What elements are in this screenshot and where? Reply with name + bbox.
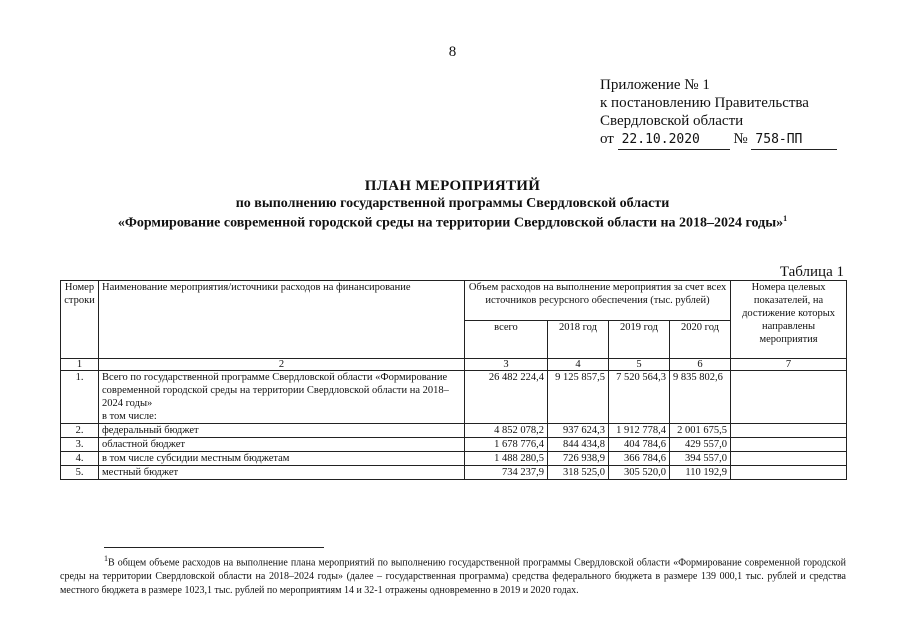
row-2018: 726 938,9 xyxy=(548,452,609,466)
title-footnote-mark: 1 xyxy=(783,214,788,223)
appendix-line-1: Приложение № 1 xyxy=(600,77,710,93)
plan-program-name xyxy=(0,214,905,232)
table-row xyxy=(61,371,847,424)
column-number: 4 xyxy=(548,359,609,371)
appendix-line-date xyxy=(600,130,890,150)
column-number: 1 xyxy=(61,359,99,371)
row-total: 1 488 280,5 xyxy=(465,452,548,466)
row-name-suffix: в том числе: xyxy=(102,411,157,422)
row-targets xyxy=(731,371,847,424)
row-2018: 844 434,8 xyxy=(548,438,609,452)
decree-date: 22.10.2020 xyxy=(618,131,730,150)
row-number: 2. xyxy=(61,424,99,438)
row-name: областной бюджет xyxy=(99,438,465,452)
footnote-text: В общем объеме расходов на выполнение плана мероприятий по выполнению государственной программы Свердловской области «Формирование современной городской среды на территории Свердловской области на 2018–2024 годы» (далее – государственная программа) средства федерального бюджета в размере 139 000,1 тыс. рублей и средства местного бюджета в размере 1023,1 тыс. рублей по мероприятиям 14 и 32-1 отражены одновременно в 2019 и 2020 годах. xyxy=(60,557,846,597)
row-2019: 1 912 778,4 xyxy=(609,424,670,438)
footnote-divider xyxy=(104,547,324,548)
row-number: 1. xyxy=(61,371,99,424)
row-2019: 7 520 564,3 xyxy=(609,371,670,424)
row-number: 3. xyxy=(61,438,99,452)
row-targets xyxy=(731,452,847,466)
number-prefix: № xyxy=(733,131,748,147)
row-name-text: Всего по государственной программе Свердловской области «Формирование современной городской среды на территории Свердловской области на 2018–2024 годы» xyxy=(102,372,449,409)
header-row-number: Номер строки xyxy=(61,281,99,359)
row-2019: 404 784,6 xyxy=(609,438,670,452)
row-2020: 9 835 802,6 xyxy=(670,371,731,424)
header-volume: Объем расходов на выполнение мероприятия за счет всех источников ресурсного обеспечения (тыс. рублей) xyxy=(465,281,731,321)
appendix-block xyxy=(600,76,890,150)
decree-number: 758-ПП xyxy=(751,131,837,150)
row-name: в том числе субсидии местным бюджетам xyxy=(99,452,465,466)
column-number: 5 xyxy=(609,359,670,371)
footnote-mark: 1 xyxy=(104,554,108,563)
row-2020: 2 001 675,5 xyxy=(670,424,731,438)
header-targets: Номера целевых показателей, на достижение которых направлены мероприятия xyxy=(731,281,847,359)
plan-title: ПЛАН МЕРОПРИЯТИЙ xyxy=(364,178,541,194)
row-number: 4. xyxy=(61,452,99,466)
table-row xyxy=(61,424,847,438)
table-label: Таблица 1 xyxy=(779,264,844,280)
table-row xyxy=(61,452,847,466)
plan-table xyxy=(60,280,847,480)
plan-subtitle: по выполнению государственной программы Свердловской области xyxy=(235,196,670,211)
row-2020: 394 557,0 xyxy=(670,452,731,466)
row-name: федеральный бюджет xyxy=(99,424,465,438)
row-targets xyxy=(731,466,847,480)
table-row xyxy=(61,438,847,452)
program-name-text: «Формирование современной городской среды на территории Свердловской области на 2018–2024 годы» xyxy=(117,215,784,231)
date-prefix: от xyxy=(600,131,614,147)
row-total: 1 678 776,4 xyxy=(465,438,548,452)
column-number: 3 xyxy=(465,359,548,371)
row-targets xyxy=(731,438,847,452)
row-name: местный бюджет xyxy=(99,466,465,480)
header-2019: 2019 год xyxy=(609,321,670,359)
row-2019: 366 784,6 xyxy=(609,452,670,466)
row-2020: 110 192,9 xyxy=(670,466,731,480)
row-2019: 305 520,0 xyxy=(609,466,670,480)
row-2020: 429 557,0 xyxy=(670,438,731,452)
column-number: 6 xyxy=(670,359,731,371)
row-2018: 937 624,3 xyxy=(548,424,609,438)
page-number: 8 xyxy=(448,44,457,60)
row-targets xyxy=(731,424,847,438)
row-number: 5. xyxy=(61,466,99,480)
header-2018: 2018 год xyxy=(548,321,609,359)
footnote xyxy=(60,552,846,598)
row-2018: 9 125 857,5 xyxy=(548,371,609,424)
appendix-line-2: к постановлению Правительства xyxy=(600,95,809,111)
row-name xyxy=(99,371,465,424)
row-total: 4 852 078,2 xyxy=(465,424,548,438)
row-total: 734 237,9 xyxy=(465,466,548,480)
header-total: всего xyxy=(465,321,548,359)
row-total: 26 482 224,4 xyxy=(465,371,548,424)
column-number: 2 xyxy=(99,359,465,371)
column-numbers-row xyxy=(61,359,847,371)
header-2020: 2020 год xyxy=(670,321,731,359)
appendix-line-3: Свердловской области xyxy=(600,113,744,129)
table-row xyxy=(61,466,847,480)
column-number: 7 xyxy=(731,359,847,371)
row-2018: 318 525,0 xyxy=(548,466,609,480)
header-name: Наименование мероприятия/источники расходов на финансирование xyxy=(99,281,465,359)
